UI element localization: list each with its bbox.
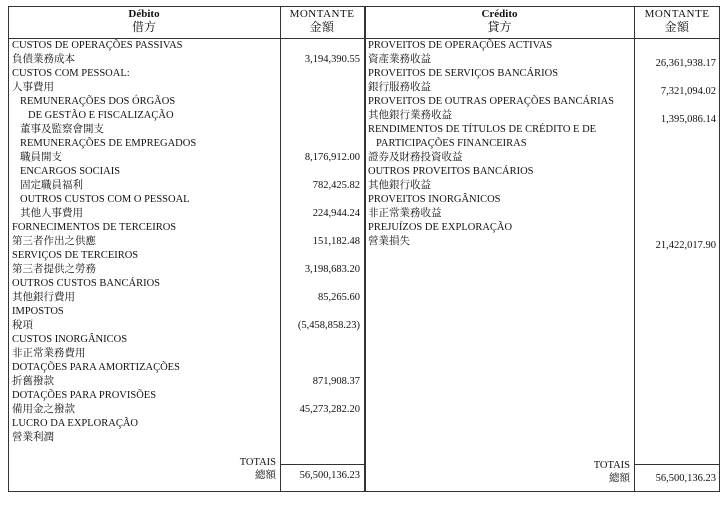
debit-row-label: 職員開支 (20, 152, 62, 163)
debit-row-label: OUTROS CUSTOS COM O PESSOAL (20, 194, 190, 205)
credit-row-amount: 21,422,017.90 (655, 240, 716, 251)
credit-row-label: 營業損失 (368, 236, 410, 247)
credit-row-label: 資產業務收益 (368, 54, 431, 65)
credit-row-amount: 7,321,094.02 (660, 86, 716, 97)
debit-row-label: DOTAÇÕES PARA PROVISÕES (12, 390, 157, 401)
debit-row-amount: 85,265.60 (318, 292, 360, 303)
debit-row-label: 第三者提供之勞務 (12, 264, 96, 275)
debit-row-label: REMUNERAÇÕES DE EMPREGADOS (20, 138, 197, 149)
debit-row-label: SERVIÇOS DE TERCEIROS (12, 250, 139, 261)
debit-row-label: 其他銀行費用 (12, 292, 75, 303)
credit-row-label: PROVEITOS DE OPERAÇÕES ACTIVAS (368, 40, 553, 51)
debit-row-label: LUCRO DA EXPLORAÇÃO (12, 418, 139, 429)
credit-header (365, 8, 634, 34)
credit-totals-label (564, 459, 630, 485)
debit-row-label: 稅項 (12, 320, 33, 331)
debit-header (8, 8, 280, 34)
credit-row-amount: 26,361,938.17 (655, 58, 716, 69)
debit-row-amount: 45,273,282.20 (299, 404, 360, 415)
debit-totals-label-pt: TOTAIS (239, 457, 276, 468)
debit-row-amount: 3,198,683.20 (304, 264, 360, 275)
credit-amount-header-pt: MONTANTE (644, 8, 710, 20)
debit-row-label: CUSTOS DE OPERAÇÕES PASSIVAS (12, 40, 183, 51)
debit-row-amount: 3,194,390.55 (304, 54, 360, 65)
debit-row-label: 其他人事費用 (20, 208, 83, 219)
credit-row-label: 銀行服務收益 (368, 82, 431, 93)
debit-row-label: IMPOSTOS (12, 306, 64, 317)
debit-amount-header-pt: MONTANTE (289, 8, 355, 20)
center-divider (364, 6, 366, 492)
credit-totals-label-cn: 總額 (609, 473, 630, 484)
debit-total-rule-top (280, 464, 364, 465)
debit-row-label: 人事費用 (12, 82, 54, 93)
debit-row-label: 備用金之撥款 (12, 404, 75, 415)
debit-row-label: FORNECIMENTOS DE TERCEIROS (12, 222, 177, 233)
debit-row-amount: (5,458,858.23) (297, 320, 360, 331)
debit-row-label: OUTROS CUSTOS BANCÁRIOS (12, 278, 161, 289)
debit-row-label: ENCARGOS SOCIAIS (20, 166, 121, 177)
debit-row-label: 固定職員福利 (20, 180, 83, 191)
debit-row-amount: 151,182.48 (312, 236, 360, 247)
debit-row-label: DE GESTÃO E FISCALIZAÇÃO (28, 110, 174, 121)
credit-totals-label-pt: TOTAIS (593, 460, 630, 471)
credit-row-label: 非正常業務收益 (368, 208, 442, 219)
debit-row-amount: 224,944.24 (312, 208, 360, 219)
debit-row-amount: 871,908.37 (312, 376, 360, 387)
credit-row-label: PROVEITOS DE OUTRAS OPERAÇÕES BANCÁRIAS (368, 96, 615, 107)
profit-loss-statement (8, 6, 720, 492)
debit-row-label: 董事及監察會開支 (20, 124, 104, 135)
debit-totals-label (208, 456, 276, 482)
debit-row-label: REMUNERAÇÕES DOS ÓRGÃOS (20, 96, 176, 107)
debit-row-label: 營業利潤 (12, 432, 54, 443)
credit-row-label: PARTICIPAÇÕES FINANCEIRAS (376, 138, 527, 149)
credit-row-label: 其他銀行收益 (368, 180, 431, 191)
debit-row-label: 非正常業務費用 (12, 348, 86, 359)
credit-row-label: PREJUÍZOS DE EXPLORAÇÃO (368, 222, 513, 233)
debit-row-label: 第三者作出之供應 (12, 236, 96, 247)
debit-amount-divider (280, 6, 281, 492)
debit-total-amount: 56,500,136.23 (299, 470, 360, 481)
credit-header-pt: Crédito (481, 8, 518, 20)
credit-row-amount: 1,395,086.14 (660, 114, 716, 125)
debit-row-amount: 782,425.82 (312, 180, 360, 191)
credit-header-cn: 貸方 (487, 20, 512, 34)
debit-header-pt: Débito (128, 8, 160, 20)
credit-row-label: RENDIMENTOS DE TÍTULOS DE CRÉDITO E DE (368, 124, 597, 135)
debit-row-label: 負債業務成本 (12, 54, 75, 65)
debit-totals-label-cn: 總額 (255, 470, 276, 481)
credit-total-rule-top (634, 464, 720, 465)
credit-row-label: 證券及財務投資收益 (368, 152, 463, 163)
credit-row-label: PROVEITOS INORGÂNICOS (368, 194, 501, 205)
debit-amount-header (280, 8, 364, 34)
credit-row-label: OUTROS PROVEITOS BANCÁRIOS (368, 166, 534, 177)
debit-row-amount: 8,176,912.00 (304, 152, 360, 163)
credit-total-amount: 56,500,136.23 (655, 473, 716, 484)
credit-row-label: 其他銀行業務收益 (368, 110, 452, 121)
credit-row-label: PROVEITOS DE SERVIÇOS BANCÁRIOS (368, 68, 559, 79)
debit-row-label: CUSTOS INORGÂNICOS (12, 334, 128, 345)
credit-amount-header (634, 8, 720, 34)
debit-row-label: 折舊撥款 (12, 376, 54, 387)
debit-header-cn: 借方 (131, 20, 156, 34)
debit-row-label: DOTAÇÕES PARA AMORTIZAÇÕES (12, 362, 180, 373)
credit-amount-header-cn: 金額 (664, 20, 690, 34)
debit-row-label: CUSTOS COM PESSOAL: (12, 68, 130, 79)
debit-amount-header-cn: 金額 (309, 20, 335, 34)
